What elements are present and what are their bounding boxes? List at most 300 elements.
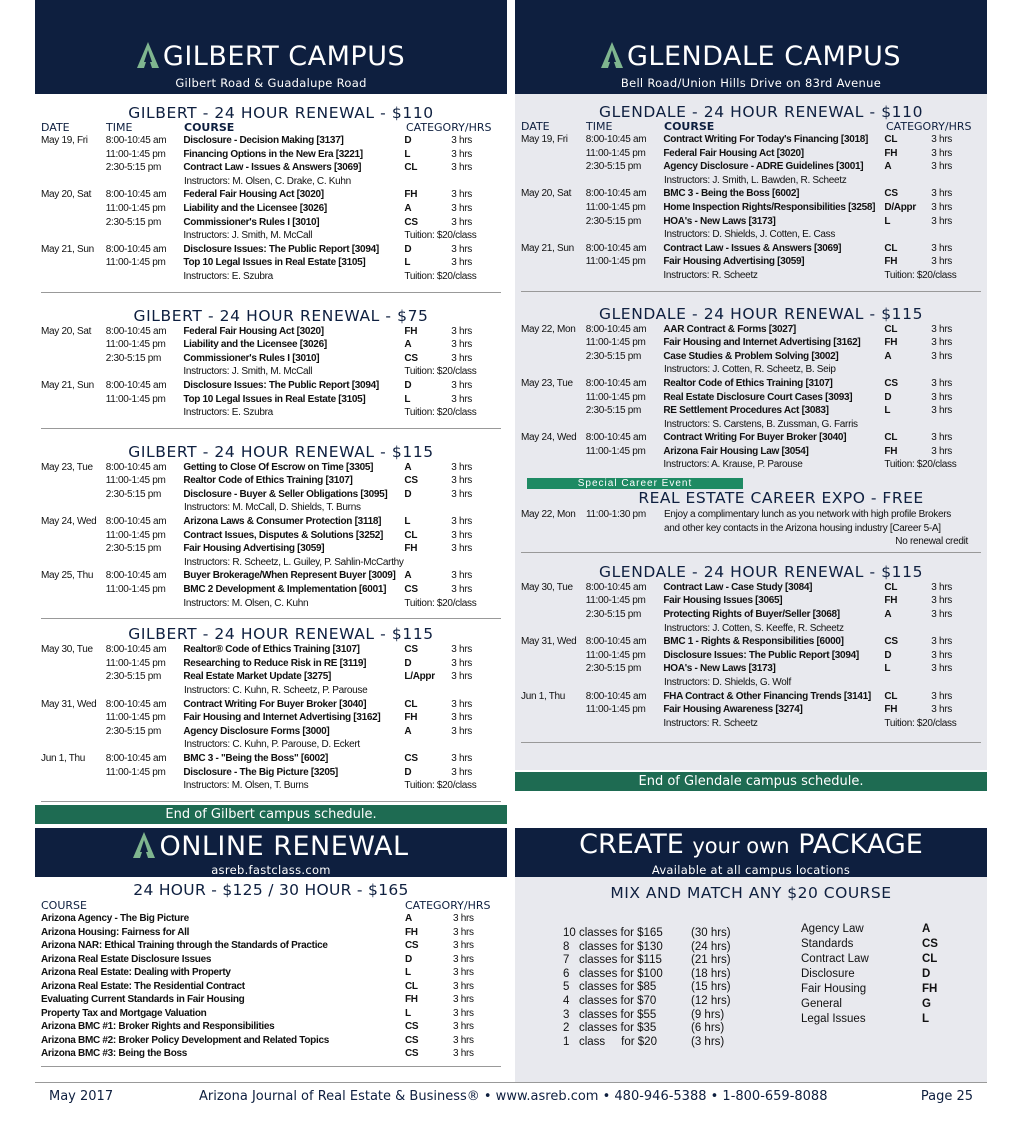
course-name: AAR Contract & Forms [3027] bbox=[663, 323, 796, 335]
course-category: L/Appr bbox=[404, 671, 435, 683]
course-date: May 31, Wed bbox=[41, 698, 97, 710]
package-classes: 5 classes for $85 bbox=[563, 981, 657, 994]
course-hours: 3 hrs bbox=[451, 516, 472, 528]
instructors: Instructors: J. Smith, L. Bawden, R. Scheetz bbox=[664, 174, 847, 186]
package-title-create: CREATE bbox=[579, 829, 684, 860]
course-category: CL bbox=[884, 323, 898, 335]
course-date bbox=[41, 542, 106, 556]
online-course-category: CS bbox=[405, 1048, 419, 1059]
package-price-row bbox=[563, 1022, 731, 1036]
course-time: 8:00-10:45 am bbox=[105, 570, 167, 582]
col-header: TIME bbox=[586, 120, 613, 133]
course-name: Real Estate Market Update [3275] bbox=[183, 671, 332, 683]
instructors: Instructors: R. Scheetz bbox=[663, 717, 758, 729]
course-date bbox=[521, 255, 586, 269]
special-career-event-label: Special Career Event bbox=[527, 478, 743, 489]
course-time: 8:00-10:45 am bbox=[585, 242, 647, 254]
course-hours: 3 hrs bbox=[931, 595, 952, 607]
course-name: Realtor Code of Ethics Training [3107] bbox=[183, 475, 353, 487]
expo-row: May 22, Mon 11:00-1:30 pm Enjoy a complimentary lunch as you network with high profile Brokers bbox=[521, 509, 951, 521]
course-hours: 3 hrs bbox=[931, 134, 952, 145]
category-name: General bbox=[801, 998, 842, 1010]
category-row bbox=[801, 967, 938, 982]
expo-title: REAL ESTATE CAREER EXPO - FREE bbox=[638, 489, 924, 508]
course-date: May 23, Tue bbox=[521, 377, 573, 389]
online-course-name: Evaluating Current Standards in Fair Housing bbox=[41, 994, 245, 1005]
course-hours: 3 hrs bbox=[451, 325, 472, 337]
course-date bbox=[521, 201, 586, 215]
online-course-row bbox=[41, 980, 501, 994]
glendale-campus-title: GLENDALE CAMPUS bbox=[627, 41, 901, 72]
instructors: Instructors: E. Szubra bbox=[183, 407, 273, 419]
course-name: Fair Housing Issues [3065] bbox=[663, 595, 783, 607]
course-date: May 21, Sun bbox=[41, 243, 94, 255]
course-time: 11:00-1:45 pm bbox=[105, 584, 166, 596]
package-classes: 6 classes for $100 bbox=[563, 967, 663, 980]
course-date bbox=[521, 594, 586, 608]
course-time: 11:00-1:45 pm bbox=[105, 202, 166, 214]
course-category: D bbox=[404, 657, 412, 669]
course-time: 2:30-5:15 pm bbox=[105, 671, 162, 683]
online-url[interactable]: asreb.fastclass.com bbox=[211, 863, 331, 877]
course-row bbox=[521, 445, 981, 459]
course-row bbox=[521, 323, 981, 337]
course-hours: 3 hrs bbox=[451, 644, 472, 656]
course-category: D bbox=[404, 243, 412, 255]
course-row bbox=[521, 133, 981, 147]
course-row bbox=[521, 608, 981, 622]
course-date: May 19, Fri bbox=[521, 134, 568, 145]
course-name: RE Settlement Procedures Act [3083] bbox=[663, 405, 829, 417]
course-time: 2:30-5:15 pm bbox=[585, 405, 642, 417]
instructors: Instructors: J. Smith, M. McCall bbox=[183, 366, 313, 378]
course-row bbox=[41, 752, 501, 766]
online-course-category: CL bbox=[405, 980, 418, 992]
course-name: Home Inspection Rights/Responsibilities [3258] bbox=[663, 201, 876, 213]
online-course-name: Arizona Real Estate: The Residential Contract bbox=[41, 980, 245, 992]
course-name: Disclosure - The Big Picture [3205] bbox=[183, 766, 338, 778]
course-row bbox=[41, 569, 501, 583]
course-hours: 3 hrs bbox=[451, 529, 472, 541]
course-time: 8:00-10:45 am bbox=[105, 325, 167, 337]
course-row bbox=[41, 643, 501, 657]
course-date: May 19, Fri bbox=[41, 135, 88, 146]
course-time: 11:00-1:45 pm bbox=[105, 766, 166, 778]
course-time: 11:00-1:45 pm bbox=[585, 649, 646, 661]
course-date bbox=[521, 336, 586, 350]
online-course-row bbox=[41, 953, 501, 967]
course-category: CS bbox=[884, 188, 898, 200]
course-date bbox=[521, 391, 586, 405]
course-time: 8:00-10:45 am bbox=[105, 644, 167, 656]
course-name: BMC 1 - Rights & Responsibilities [6000] bbox=[663, 636, 844, 648]
instructors-row bbox=[521, 676, 981, 690]
course-category: CS bbox=[884, 636, 898, 648]
course-row bbox=[41, 352, 501, 366]
course-category: D bbox=[404, 766, 412, 778]
glendale-address: Bell Road/Union Hills Drive on 83rd Avenue bbox=[620, 76, 882, 90]
course-name: Contract Issues, Disputes & Solutions [3252] bbox=[183, 529, 384, 541]
course-row bbox=[521, 662, 981, 676]
mix-match-heading: MIX AND MATCH ANY $20 COURSE bbox=[610, 884, 892, 902]
instructors-row bbox=[521, 363, 981, 377]
course-name: Top 10 Legal Issues in Real Estate [3105] bbox=[183, 257, 366, 269]
course-time: 2:30-5:15 pm bbox=[105, 488, 162, 500]
course-category: CL bbox=[884, 242, 898, 254]
course-row bbox=[41, 670, 501, 684]
category-name: Agency Law bbox=[801, 923, 864, 935]
online-course-name: Arizona Real Estate Disclosure Issues bbox=[41, 953, 212, 965]
course-row bbox=[41, 698, 501, 712]
course-hours: 3 hrs bbox=[451, 393, 472, 405]
online-course-hours: 3 hrs bbox=[453, 980, 474, 992]
tuition: Tuition: $20/class bbox=[884, 269, 957, 281]
online-course-hours: 3 hrs bbox=[453, 953, 474, 965]
course-category: A bbox=[404, 202, 412, 214]
course-category: L bbox=[884, 215, 891, 227]
online-course-hours: 3 hrs bbox=[453, 913, 474, 924]
section-divider bbox=[41, 618, 501, 619]
expo-note: No renewal credit bbox=[895, 536, 968, 548]
course-name: Fair Housing and Internet Advertising [3162] bbox=[183, 712, 381, 724]
course-date bbox=[521, 350, 586, 364]
course-category: A bbox=[404, 339, 412, 351]
course-row bbox=[521, 594, 981, 608]
course-row bbox=[41, 725, 501, 739]
course-row bbox=[521, 703, 981, 717]
section-title: GLENDALE - 24 HOUR RENEWAL - $115 bbox=[598, 562, 924, 581]
course-category: FH bbox=[884, 595, 898, 607]
course-name: Contract Writing For Buyer Broker [3040] bbox=[663, 432, 847, 444]
gilbert-schedule bbox=[35, 104, 507, 802]
online-title: ONLINE RENEWAL bbox=[159, 831, 409, 862]
category-code: G bbox=[922, 998, 931, 1010]
category-code: CL bbox=[922, 953, 938, 965]
course-row bbox=[41, 202, 501, 216]
course-hours: 3 hrs bbox=[931, 377, 952, 389]
col-header: TIME bbox=[106, 121, 133, 134]
online-course-hours: 3 hrs bbox=[453, 1007, 474, 1019]
instructors-row bbox=[41, 738, 501, 752]
course-time: 11:00-1:45 pm bbox=[585, 147, 646, 159]
page-footer bbox=[35, 1082, 987, 1110]
column-headers bbox=[521, 121, 981, 133]
course-hours: 3 hrs bbox=[931, 350, 952, 362]
course-time: 8:00-10:45 am bbox=[585, 636, 647, 648]
online-course-row bbox=[41, 1034, 501, 1048]
course-time: 11:00-1:45 pm bbox=[105, 475, 166, 487]
instructors-row bbox=[41, 270, 501, 284]
course-date bbox=[41, 725, 106, 739]
instructors: Instructors: E. Szubra bbox=[183, 270, 273, 282]
section-divider bbox=[41, 801, 501, 802]
instructors: Instructors: D. Shields, J. Cotten, E. Cass bbox=[664, 229, 836, 241]
course-time: 2:30-5:15 pm bbox=[105, 725, 162, 737]
course-name: FHA Contract & Other Financing Trends [3141] bbox=[663, 690, 871, 702]
course-category: FH bbox=[884, 337, 898, 349]
course-time: 8:00-10:45 am bbox=[585, 134, 647, 145]
tuition: Tuition: $20/class bbox=[404, 780, 477, 792]
online-course-hours: 3 hrs bbox=[453, 1021, 474, 1032]
course-row bbox=[41, 188, 501, 202]
course-category: CS bbox=[404, 475, 418, 487]
package-classes: 1 class for $20 bbox=[563, 1035, 657, 1048]
course-hours: 3 hrs bbox=[451, 698, 472, 710]
course-hours: 3 hrs bbox=[451, 543, 472, 555]
online-course-name: Arizona Agency - The Big Picture bbox=[41, 913, 189, 924]
course-category: CL bbox=[884, 432, 898, 444]
course-name: Realtor Code of Ethics Training [3107] bbox=[663, 377, 833, 389]
course-hours: 3 hrs bbox=[931, 188, 952, 200]
course-row bbox=[41, 766, 501, 780]
course-hours: 3 hrs bbox=[931, 323, 952, 335]
package-hours: (21 hrs) bbox=[691, 954, 731, 967]
package-classes: 8 classes for $130 bbox=[563, 940, 663, 953]
category-code: FH bbox=[922, 983, 938, 995]
column-headers bbox=[41, 122, 501, 134]
course-time: 11:00-1:45 pm bbox=[585, 391, 646, 403]
package-pricing-list bbox=[563, 927, 731, 1049]
online-course-row bbox=[41, 966, 501, 980]
course-category: CS bbox=[404, 584, 418, 596]
instructors-row bbox=[41, 684, 501, 698]
footer-publication: Arizona Journal of Real Estate & Business® • www.asreb.com • 480-946-5388 • 1-800-659-8088 bbox=[199, 1089, 828, 1104]
tuition: Tuition: $20/class bbox=[404, 270, 477, 282]
course-date: May 25, Thu bbox=[41, 570, 94, 582]
course-hours: 3 hrs bbox=[451, 461, 472, 473]
course-date: May 23, Tue bbox=[41, 461, 93, 473]
package-classes: 4 classes for $70 bbox=[563, 994, 657, 1007]
course-date bbox=[41, 256, 106, 270]
course-time: 11:00-1:45 pm bbox=[105, 529, 166, 541]
package-classes: 3 classes for $55 bbox=[563, 1008, 657, 1021]
course-time: 11:00-1:45 pm bbox=[585, 595, 646, 607]
course-row bbox=[521, 336, 981, 350]
course-category: A bbox=[404, 461, 412, 473]
gilbert-address: Gilbert Road & Guadalupe Road bbox=[175, 76, 367, 90]
glendale-banner bbox=[515, 0, 987, 94]
col-category: CATEGORY/HRS bbox=[405, 899, 491, 912]
course-hours: 3 hrs bbox=[931, 649, 952, 661]
gilbert-banner bbox=[35, 0, 507, 94]
course-date bbox=[41, 670, 106, 684]
category-row bbox=[801, 922, 938, 937]
course-hours: 3 hrs bbox=[931, 432, 952, 444]
course-date: May 30, Tue bbox=[41, 644, 93, 656]
course-row bbox=[41, 583, 501, 597]
package-banner: CREATE your own PACKAGE Available at all campus locations bbox=[515, 828, 987, 877]
course-hours: 3 hrs bbox=[451, 671, 472, 683]
course-time: 2:30-5:15 pm bbox=[585, 663, 642, 675]
course-name: Arizona Laws & Consumer Protection [3118] bbox=[183, 516, 382, 528]
course-row bbox=[41, 243, 501, 257]
course-category: D bbox=[404, 488, 412, 500]
instructors-row bbox=[521, 174, 981, 188]
course-row bbox=[41, 256, 501, 270]
course-name: Contract Law - Issues & Answers [3069] bbox=[663, 242, 842, 254]
col-header: COURSE bbox=[664, 120, 715, 133]
course-date bbox=[521, 445, 586, 459]
online-course-name: Arizona BMC #1: Broker Rights and Responsibilities bbox=[41, 1021, 275, 1032]
course-hours: 3 hrs bbox=[931, 690, 952, 702]
section-title: GILBERT - 24 HOUR RENEWAL - $110 bbox=[128, 104, 434, 122]
course-name: Agency Disclosure - ADRE Guidelines [3001] bbox=[663, 161, 864, 173]
course-hours: 3 hrs bbox=[451, 148, 472, 160]
course-row bbox=[521, 635, 981, 649]
course-row bbox=[521, 255, 981, 269]
course-name: BMC 3 - Being the Boss [6002] bbox=[663, 188, 800, 200]
course-category: D bbox=[404, 135, 412, 146]
course-date bbox=[521, 662, 586, 676]
course-row bbox=[41, 338, 501, 352]
course-date bbox=[41, 711, 106, 725]
course-row bbox=[521, 147, 981, 161]
online-course-name: Arizona BMC #3: Being the Boss bbox=[41, 1048, 188, 1059]
course-time: 2:30-5:15 pm bbox=[585, 161, 642, 173]
course-name: Federal Fair Housing Act [3020] bbox=[663, 147, 804, 159]
course-time: 8:00-10:45 am bbox=[585, 377, 647, 389]
course-time: 11:00-1:45 pm bbox=[585, 256, 646, 268]
tree-logo-icon bbox=[133, 832, 155, 858]
package-price-row bbox=[563, 927, 731, 941]
package-hours: (3 hrs) bbox=[691, 1035, 725, 1048]
online-course-hours: 3 hrs bbox=[453, 1048, 474, 1059]
course-date bbox=[41, 202, 106, 216]
online-course-category: L bbox=[405, 967, 411, 978]
course-name: HOA's - New Laws [3173] bbox=[663, 215, 776, 227]
course-time: 11:00-1:45 pm bbox=[105, 257, 166, 269]
category-row bbox=[801, 1012, 938, 1027]
page-number: Page 25 bbox=[920, 1089, 973, 1104]
online-course-hours: 3 hrs bbox=[453, 940, 474, 951]
online-course-row bbox=[41, 1007, 501, 1021]
tuition: Tuition: $20/class bbox=[404, 597, 477, 609]
col-header: COURSE bbox=[184, 121, 235, 134]
course-time: 8:00-10:45 am bbox=[105, 189, 167, 201]
instructors: Instructors: J. Smith, M. McCall bbox=[183, 230, 313, 242]
category-row bbox=[801, 952, 938, 967]
section-divider bbox=[41, 428, 501, 429]
course-hours: 3 hrs bbox=[451, 202, 472, 214]
package-hours: (30 hrs) bbox=[691, 927, 731, 939]
course-hours: 3 hrs bbox=[931, 147, 952, 159]
online-course-hours: 3 hrs bbox=[453, 994, 474, 1005]
course-name: Fair Housing Advertising [3059] bbox=[183, 543, 325, 555]
course-hours: 3 hrs bbox=[931, 201, 952, 213]
course-row bbox=[41, 657, 501, 671]
tree-logo-icon bbox=[137, 42, 159, 68]
course-category: FH bbox=[884, 147, 898, 159]
course-name: Protecting Rights of Buyer/Seller [3068] bbox=[663, 609, 840, 621]
course-time: 2:30-5:15 pm bbox=[105, 543, 162, 555]
instructors: Instructors: M. Olsen, C. Kuhn bbox=[183, 597, 309, 609]
col-header: CATEGORY/HRS bbox=[406, 121, 492, 134]
course-row bbox=[521, 215, 981, 229]
course-row bbox=[41, 134, 501, 148]
course-hours: 3 hrs bbox=[451, 379, 472, 391]
course-date: May 20, Sat bbox=[41, 189, 92, 201]
package-classes: 2 classes for $35 bbox=[563, 1022, 657, 1035]
course-date bbox=[41, 583, 106, 597]
course-time: 8:00-10:45 am bbox=[585, 581, 647, 593]
tuition: Tuition: $20/class bbox=[884, 459, 957, 471]
online-course-list bbox=[41, 912, 501, 1061]
course-hours: 3 hrs bbox=[931, 256, 952, 268]
course-date bbox=[521, 215, 586, 229]
col-header: DATE bbox=[521, 120, 550, 133]
course-hours: 3 hrs bbox=[451, 488, 472, 500]
course-category: L bbox=[404, 393, 411, 405]
course-hours: 3 hrs bbox=[451, 657, 472, 669]
course-time: 8:00-10:45 am bbox=[105, 135, 167, 146]
course-date: May 24, Wed bbox=[521, 432, 577, 444]
category-code: CS bbox=[922, 938, 938, 950]
online-course-name: Arizona NAR: Ethical Training through the Standards of Practice bbox=[41, 940, 328, 951]
course-name: Contract Writing For Today's Financing [3018] bbox=[663, 134, 869, 145]
course-time: 8:00-10:45 am bbox=[105, 698, 167, 710]
instructors-row bbox=[521, 418, 981, 432]
tuition: Tuition: $20/class bbox=[884, 717, 957, 729]
section-title: GILBERT - 24 HOUR RENEWAL - $115 bbox=[128, 625, 434, 644]
course-name: Liability and the Licensee [3026] bbox=[183, 339, 327, 351]
course-category: CL bbox=[404, 529, 418, 541]
course-date bbox=[41, 393, 106, 407]
instructors: Instructors: D. Shields, G. Wolf bbox=[664, 677, 791, 688]
course-time: 11:00-1:45 pm bbox=[105, 393, 166, 405]
course-category: FH bbox=[404, 325, 418, 337]
package-hours: (18 hrs) bbox=[691, 967, 731, 980]
course-time: 11:00-1:45 pm bbox=[585, 201, 646, 213]
col-course: COURSE bbox=[41, 899, 87, 912]
course-hours: 3 hrs bbox=[451, 162, 472, 174]
course-time: 8:00-10:45 am bbox=[105, 752, 167, 764]
category-row bbox=[801, 997, 938, 1012]
category-legend bbox=[801, 922, 938, 1027]
course-name: Commissioner's Rules I [3010] bbox=[183, 216, 320, 228]
online-banner bbox=[35, 828, 507, 877]
course-category: A bbox=[884, 350, 892, 362]
course-hours: 3 hrs bbox=[931, 337, 952, 349]
online-course-row bbox=[41, 939, 501, 953]
online-course-row bbox=[41, 926, 501, 940]
course-date: Jun 1, Thu bbox=[41, 752, 86, 764]
category-row bbox=[801, 982, 938, 997]
course-hours: 3 hrs bbox=[931, 215, 952, 227]
category-name: Legal Issues bbox=[801, 1013, 866, 1025]
course-date bbox=[41, 352, 106, 366]
online-course-name: Arizona Real Estate: Dealing with Property bbox=[41, 967, 231, 978]
course-name: Agency Disclosure Forms [3000] bbox=[183, 725, 330, 737]
course-row bbox=[41, 148, 501, 162]
course-name: Disclosure Issues: The Public Report [3094] bbox=[183, 379, 379, 391]
course-category: A bbox=[884, 161, 892, 173]
course-hours: 3 hrs bbox=[931, 581, 952, 593]
course-category: FH bbox=[884, 704, 898, 716]
course-name: Arizona Fair Housing Law [3054] bbox=[663, 445, 809, 457]
package-panel bbox=[515, 877, 987, 1082]
instructors-row bbox=[521, 458, 981, 472]
course-category: L bbox=[404, 257, 411, 269]
course-date bbox=[41, 148, 106, 162]
instructors: Instructors: C. Kuhn, R. Scheetz, P. Parouse bbox=[184, 685, 368, 696]
instructors-row bbox=[41, 229, 501, 243]
course-category: L bbox=[884, 405, 891, 417]
tuition: Tuition: $20/class bbox=[404, 366, 477, 378]
package-price-row bbox=[563, 968, 731, 982]
course-name: Getting to Close Of Escrow on Time [3305] bbox=[183, 461, 374, 473]
course-time: 8:00-10:45 am bbox=[585, 188, 647, 200]
online-course-name: Arizona BMC #2: Broker Policy Development and Related Topics bbox=[41, 1034, 329, 1046]
